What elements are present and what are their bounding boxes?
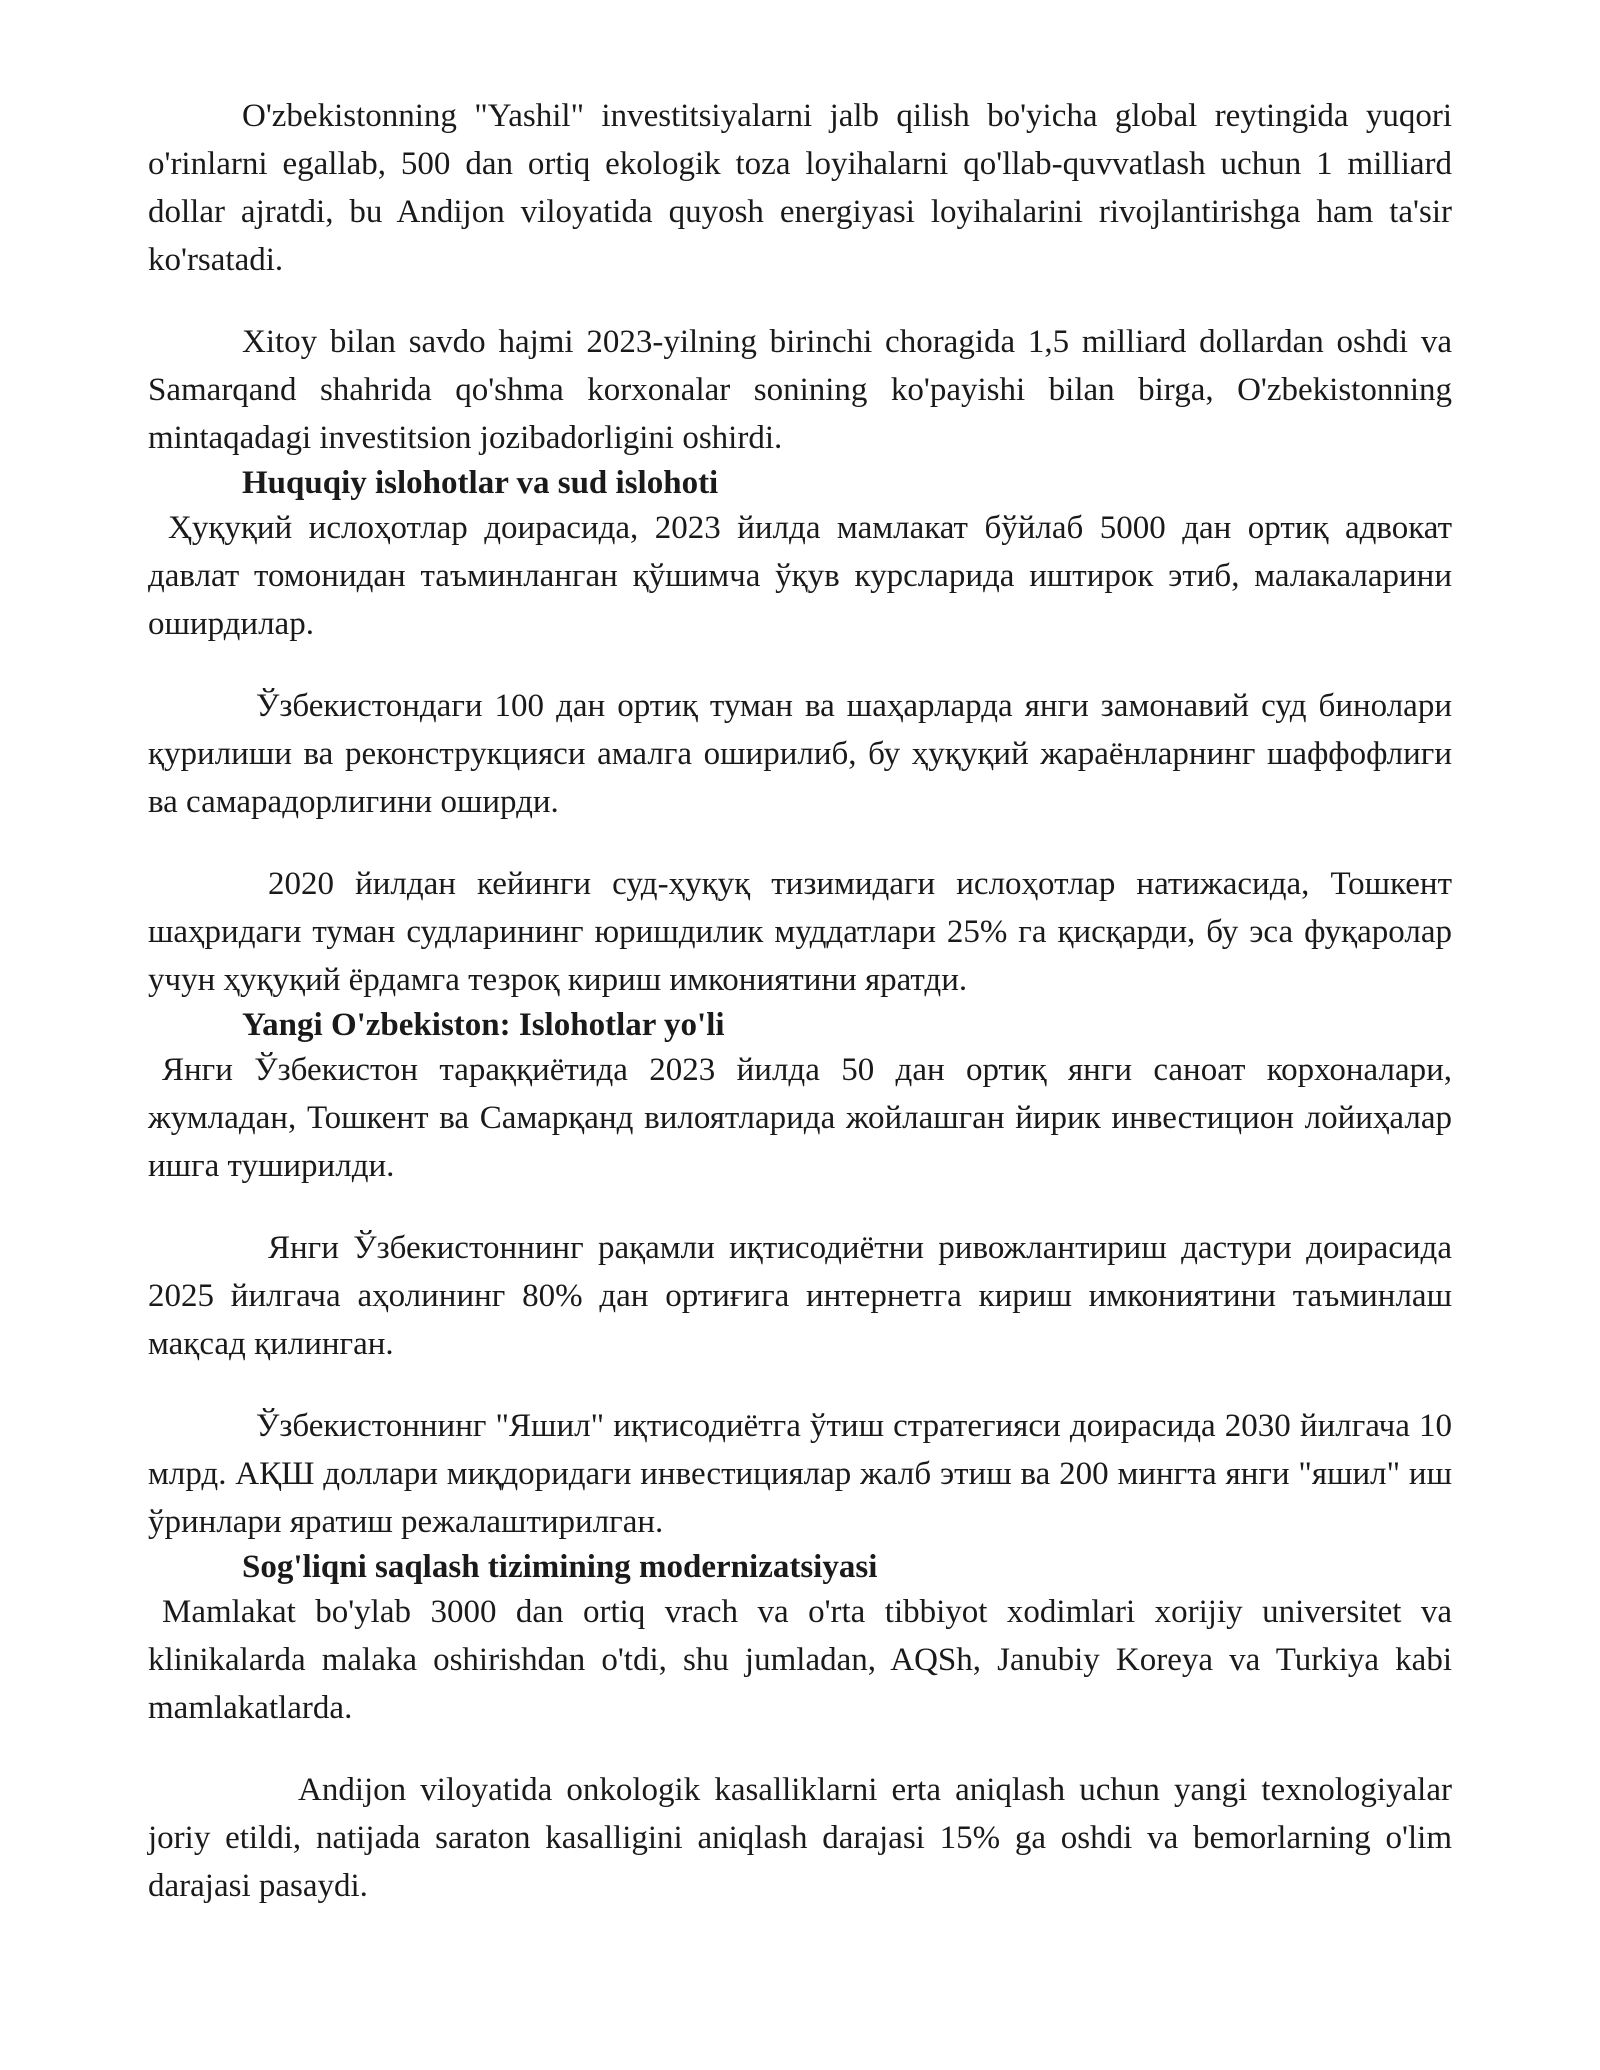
document-page: [148, 92, 1452, 1910]
paragraph-green-investments: O'zbekistonning "Yashil" investitsiyalarni jalb qilish bo'yicha global reytingida yuqori o'rinlarni egallab, 500 dan ortiq ekologik toza loyihalarni qo'llab-quvvatlash uchun 1 milliard dollar ajratdi, bu Andijon viloyatida quyosh energiyasi loyihalarini rivojlantirishga ham ta'sir ko'rsatadi.: [148, 98, 1452, 278]
paragraph-china-trade: Xitoy bilan savdo hajmi 2023-yilning birinchi choragida 1,5 milliard dollardan oshdi va Samarqand shahrida qo'shma korxonalar sonining ko'payishi bilan birga, O'zbekistonning mintaqadagi investitsion jozibadorligini oshirdi.: [148, 324, 1452, 456]
paragraph-court-reform-results: 2020 йилдан кейинги суд-ҳуқуқ тизимидаги ислоҳотлар натижасида, Тошкент шаҳридаги туман судларининг юришдилик муддатлари 25% га қисқарди, бу эса фуқаролар учун ҳуқуқий ёрдамга тезроқ кириш имкониятини яратди.: [148, 866, 1452, 998]
paragraph-medical-training: Mamlakat bo'ylab 3000 dan ortiq vrach va o'rta tibbiyot xodimlari xorijiy universitet va klinikalarda malaka oshirishdan o'tdi, shu jumladan, AQSh, Janubiy Koreya va Turkiya kabi mamlakatlarda.: [148, 1594, 1452, 1726]
paragraph-oncology: Andijon viloyatida onkologik kasalliklarni erta aniqlash uchun yangi texnologiyalar joriy etildi, natijada saraton kasalligini aniqlash darajasi 15% ga oshdi va bemorlarning o'lim darajasi pasaydi.: [148, 1772, 1452, 1904]
heading-healthcare: Sog'liqni saqlash tizimining modernizatsiyasi: [242, 1549, 878, 1585]
paragraph-green-economy: Ўзбекистоннинг "Яшил" иқтисодиётга ўтиш стратегияси доирасида 2030 йилгача 10 млрд. АҚШ доллари миқдоридаги инвестициялар жалб этиш ва 200 мингта янги "яшил" иш ўринлари яратиш режалаштирилган.: [148, 1408, 1452, 1540]
paragraph-industrial-enterprises: Янги Ўзбекистон тараққиётида 2023 йилда 50 дан ортиқ янги саноат корхоналари, жумладан, Тошкент ва Самарқанд вилоятларида жойлашган йирик инвестицион лойиҳалар ишга туширилди.: [148, 1052, 1452, 1184]
heading-legal-reforms: Huquqiy islohotlar va sud islohoti: [242, 465, 719, 501]
heading-new-uzbekistan: Yangi O'zbekiston: Islohotlar yo'li: [242, 1007, 725, 1043]
paragraph-advocates: Ҳуқуқий ислоҳотлар доирасида, 2023 йилда мамлакат бўйлаб 5000 дан ортиқ адвокат давлат томонидан таъминланган қўшимча ўқув курсларида иштирок этиб, малакаларини оширдилар.: [148, 510, 1452, 642]
paragraph-digital-economy: Янги Ўзбекистоннинг рақамли иқтисодиётни ривожлантириш дастури доирасида 2025 йилгача аҳолининг 80% дан ортиғига интернетга кириш имкониятини таъминлаш мақсад қилинган.: [148, 1230, 1452, 1362]
paragraph-court-buildings: Ўзбекистондаги 100 дан ортиқ туман ва шаҳарларда янги замонавий суд бинолари қурилиши ва реконструкцияси амалга оширилиб, бу ҳуқуқий жараёнларнинг шаффофлиги ва самарадорлигини оширди.: [148, 688, 1452, 820]
